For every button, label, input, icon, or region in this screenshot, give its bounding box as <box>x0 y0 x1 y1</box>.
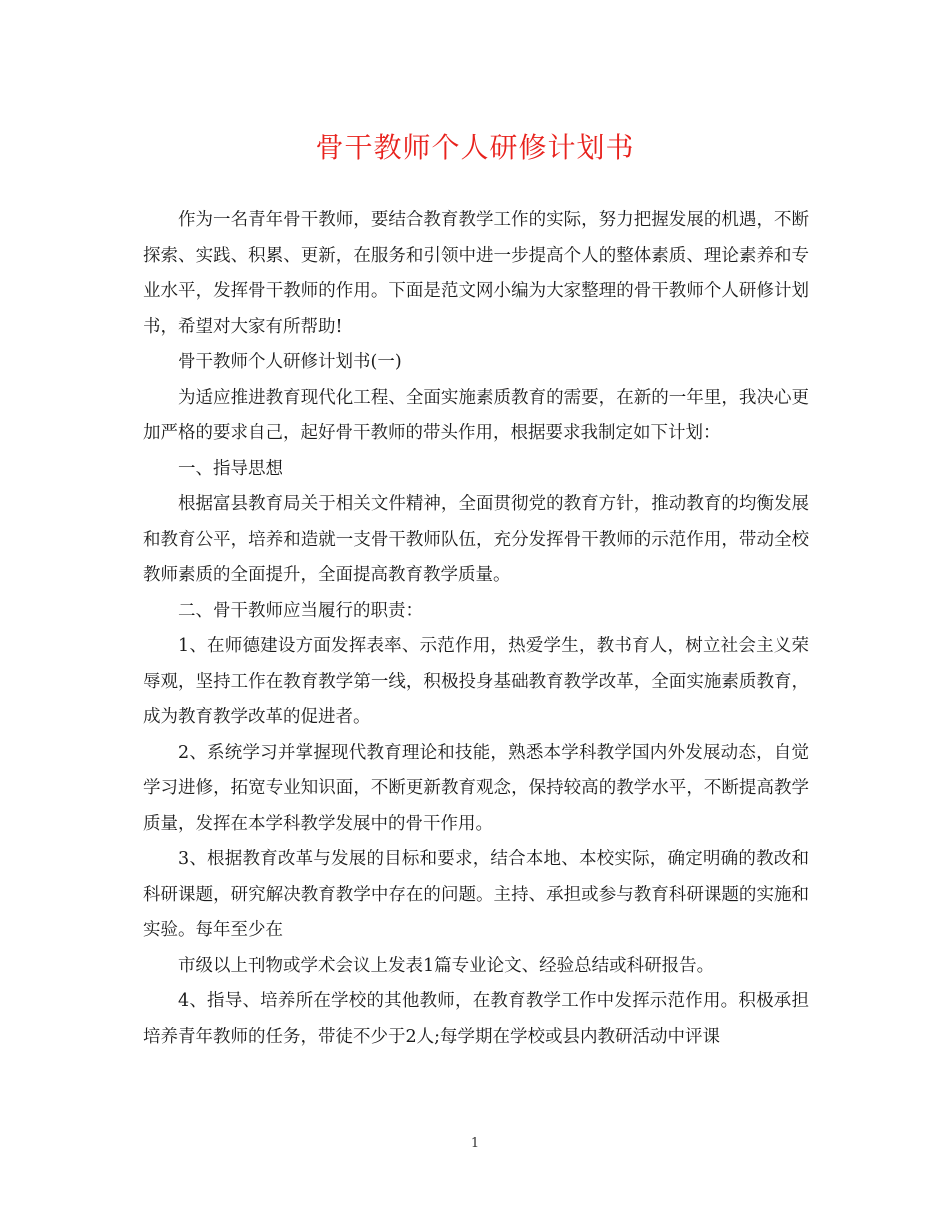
page-number: 1 <box>470 1136 480 1151</box>
document-title: 骨干教师个人研修计划书 <box>315 131 635 164</box>
paragraph-plan-intro: 为适应推进教育现代化工程、全面实施素质教育的需要，在新的一年里，我决心更加严格的要求自己，起好骨干教师的带头作用，根据要求我制定如下计划： <box>143 387 809 443</box>
paragraph-duty-1: 1、在师德建设方面发挥表率、示范作用，热爱学生，教书育人，树立社会主义荣辱观，坚持工作在教育教学第一线，积极投身基础教育教学改革，全面实施素质教育，成为教育教学改革的促进者。 <box>143 636 809 727</box>
paragraph-guiding-thought: 根据富县教育局关于相关文件精神，全面贯彻党的教育方针，推动教育的均衡发展和教育公平，培养和造就一支骨干教师队伍，充分发挥骨干教师的示范作用，带动全校教师素质的全面提升，全面提高教育教学质量。 <box>143 494 809 585</box>
paragraph-duty-3: 3、根据教育改革与发展的目标和要求，结合本地、本校实际，确定明确的教改和科研课题，研究解决教育教学中存在的问题。主持、承担或参与教育科研课题的实施和实验。每年至少在 <box>143 849 809 940</box>
document-body <box>143 203 809 1055</box>
paragraph-duty-3-cont: 市级以上刊物或学术会议上发表1篇专业论文、经验总结或科研报告。 <box>178 955 715 976</box>
paragraph-duty-4: 4、指导、培养所在学校的其他教师，在教育教学工作中发挥示范作用。积极承担培养青年教师的任务，带徒不少于2人;每学期在学校或县内教研活动中评课 <box>143 991 809 1047</box>
heading-duties: 二、骨干教师应当履行的职责： <box>178 600 423 621</box>
paragraph-intro: 作为一名青年骨干教师，要结合教育教学工作的实际，努力把握发展的机遇，不断探索、实践、积累、更新，在服务和引领中进一步提高个人的整体素质、理论素养和专业水平，发挥骨干教师的作用。下面是范文网小编为大家整理的骨干教师个人研修计划书，希望对大家有所帮助! <box>143 210 809 337</box>
paragraph-duty-2: 2、系统学习并掌握现代教育理论和技能，熟悉本学科教学国内外发展动态，自觉学习进修，拓宽专业知识面，不断更新教育观念，保持较高的教学水平，不断提高教学质量，发挥在本学科教学发展中的骨干作用。 <box>143 742 809 834</box>
heading-guiding-thought: 一、指导思想 <box>178 458 283 479</box>
paragraph-subtitle: 骨干教师个人研修计划书(一) <box>178 352 402 372</box>
